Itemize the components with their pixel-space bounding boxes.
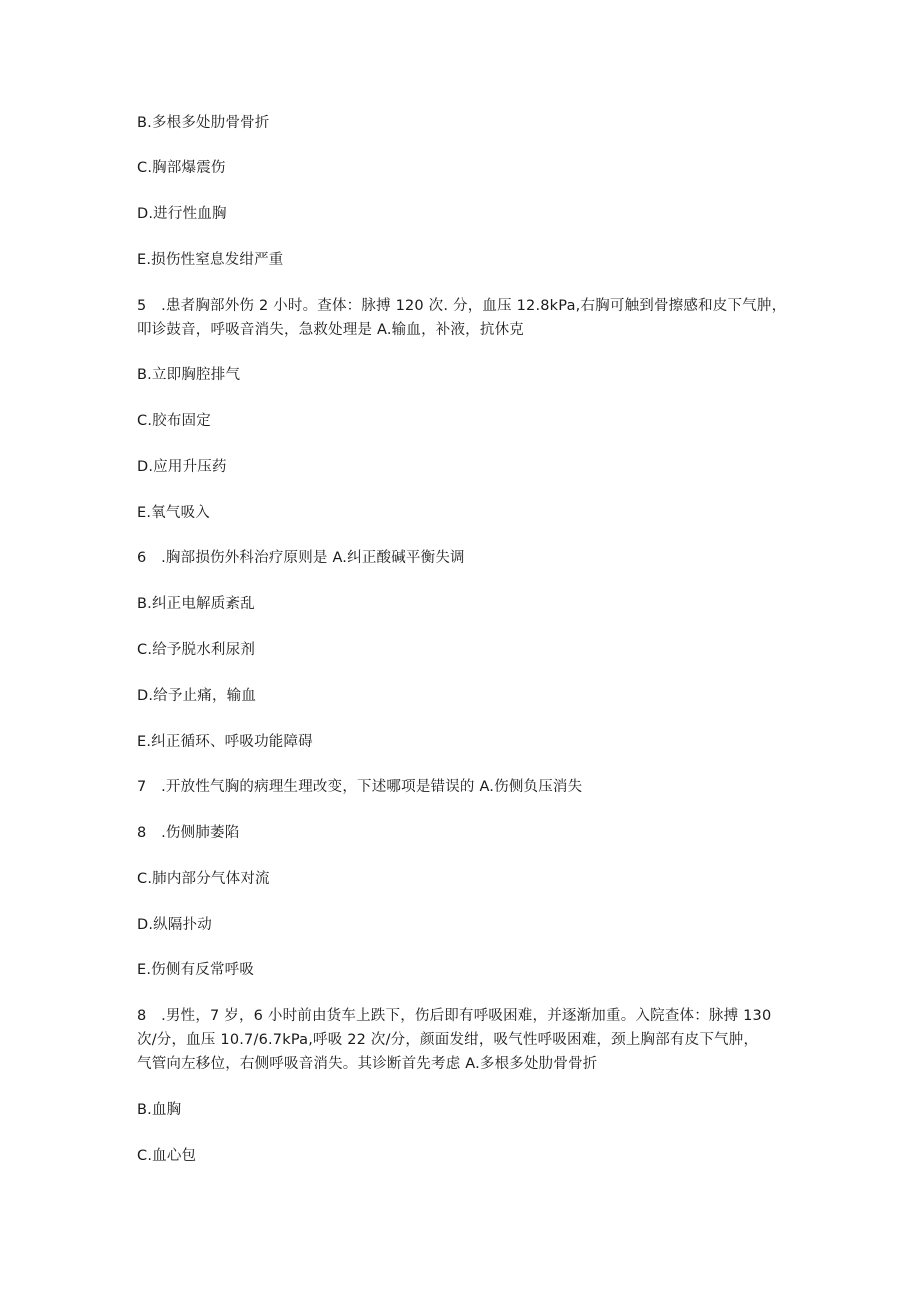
question-6-text: 6 .胸部损伤外科治疗原则是 A.纠正酸碱平衡失调 (137, 550, 465, 566)
text-line: B.多根多处肋骨骨折 (137, 115, 270, 131)
text-line: D.给予止痛，输血 (137, 688, 257, 704)
question-5-text-cont: 叩诊鼓音，呼吸音消失，急救处理是 A.输血，补液，抗休克 (137, 322, 524, 338)
text-line: C.肺内部分气体对流 (137, 871, 270, 887)
text-line: C.胶布固定 (137, 413, 211, 429)
question-8-text: 8 .男性，7 岁，6 小时前由货车上跌下，伤后即有呼吸困难，并逐渐加重。入院查体：脉搏 130 (137, 1008, 772, 1024)
question-7-text: 7 .开放性气胸的病理生理改变，下述哪项是错误的 A.伤侧负压消失 (137, 779, 583, 795)
text-line: E.氧气吸入 (137, 505, 210, 521)
question-8-text-cont: 次/分，血压 10.7/6.7kPa,呼吸 22 次/分，颜面发绀，吸气性呼吸困难，颈上胸部有皮下气肿， (137, 1032, 759, 1048)
text-line: B.立即胸腔排气 (137, 367, 241, 383)
text-line: B.纠正电解质紊乱 (137, 596, 255, 612)
text-line: D.纵隔扑动 (137, 917, 212, 933)
text-line: D.进行性血胸 (137, 206, 227, 222)
text-line: E.伤侧有反常呼吸 (137, 962, 255, 978)
question-8-text-cont: 气管向左移位，右侧呼吸音消失。其诊断首先考虑 A.多根多处肋骨骨折 (137, 1056, 598, 1072)
text-line: D.应用升压药 (137, 459, 227, 475)
text-line: E.纠正循环、呼吸功能障碍 (137, 734, 313, 750)
text-line: B.血胸 (137, 1102, 182, 1118)
text-line: 8 .伤侧肺萎陷 (137, 825, 240, 841)
text-line: C.胸部爆震伤 (137, 160, 226, 176)
text-line: C.给予脱水利尿剂 (137, 642, 256, 658)
text-line: C.血心包 (137, 1148, 197, 1164)
question-5-text: 5 .患者胸部外伤 2 小时。查体：脉搏 120 次. 分，血压 12.8kPa,右胸可触到骨擦感和皮下气肿， (137, 298, 787, 314)
text-line: E.损伤性窒息发绀严重 (137, 252, 284, 268)
